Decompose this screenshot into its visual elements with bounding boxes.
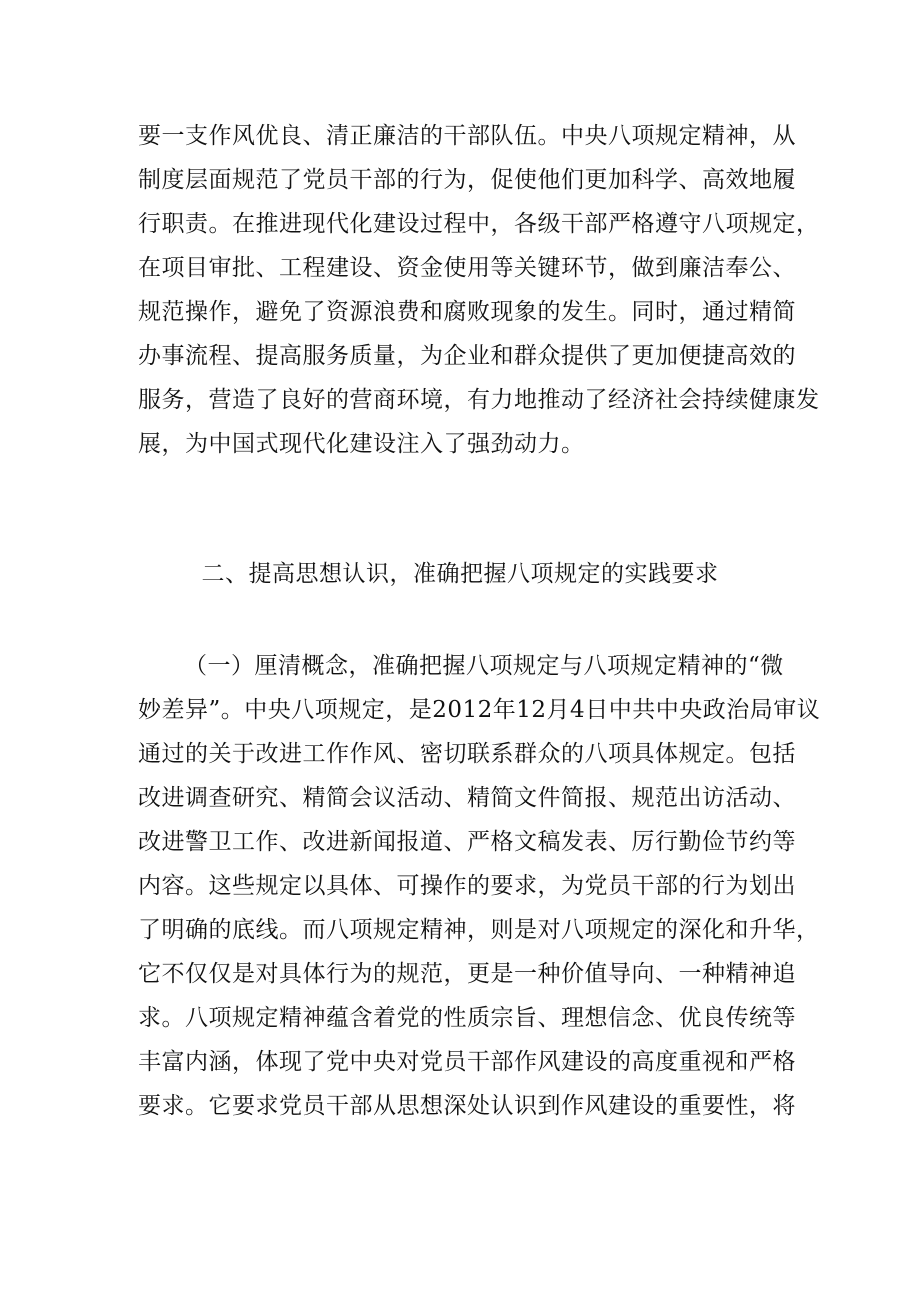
paragraph-line: 通过的关于改进工作作风、密切联系群众的八项具体规定。包括 xyxy=(138,741,796,767)
paragraph-line: 要一支作风优良、清正廉洁的干部队伍。中央八项规定精神，从 xyxy=(138,123,796,149)
paragraph-line: 展，为中国式现代化建设注入了强劲动力。 xyxy=(138,431,585,457)
paragraph-line: 行职责。在推进现代化建设过程中，各级干部严格遵守八项规定， xyxy=(138,211,820,237)
paragraph-line: 办事流程、提高服务质量，为企业和群众提供了更加便捷高效的 xyxy=(138,343,796,369)
paragraph-line: 求。八项规定精神蕴含着党的性质宗旨、理想信念、优良传统等 xyxy=(138,1005,796,1031)
paragraph-line: 妙差异”。中央八项规定，是2012年12月4日中共中央政治局审议 xyxy=(138,697,821,723)
paragraph-line: 改进警卫工作、改进新闻报道、严格文稿发表、厉行勤俭节约等 xyxy=(138,829,796,855)
paragraph-line: 规范操作，避免了资源浪费和腐败现象的发生。同时，通过精简 xyxy=(138,299,796,325)
paragraph-line: 服务，营造了良好的营商环境，有力地推动了经济社会持续健康发 xyxy=(138,387,820,413)
paragraph-line: 了明确的底线。而八项规定精神，则是对八项规定的深化和升华， xyxy=(138,917,820,943)
paragraph-line: 改进调查研究、精简会议活动、精简文件简报、规范出访活动、 xyxy=(138,785,796,811)
section-heading: 二、提高思想认识，准确把握八项规定的实践要求 xyxy=(201,561,719,587)
paragraph-line: 内容。这些规定以具体、可操作的要求，为党员干部的行为划出 xyxy=(138,873,796,899)
paragraph-line: （一）厘清概念，准确把握八项规定与八项规定精神的“微 xyxy=(184,653,784,679)
paragraph-line: 要求。它要求党员干部从思想深处认识到作风建设的重要性，将 xyxy=(138,1093,796,1119)
paragraph-line: 制度层面规范了党员干部的行为，促使他们更加科学、高效地履 xyxy=(138,167,796,193)
paragraph-line: 它不仅仅是对具体行为的规范，更是一种价值导向、一种精神追 xyxy=(138,961,796,987)
paragraph-line: 丰富内涵，体现了党中央对党员干部作风建设的高度重视和严格 xyxy=(138,1049,796,1075)
paragraph-line: 在项目审批、工程建设、资金使用等关键环节，做到廉洁奉公、 xyxy=(138,255,796,281)
